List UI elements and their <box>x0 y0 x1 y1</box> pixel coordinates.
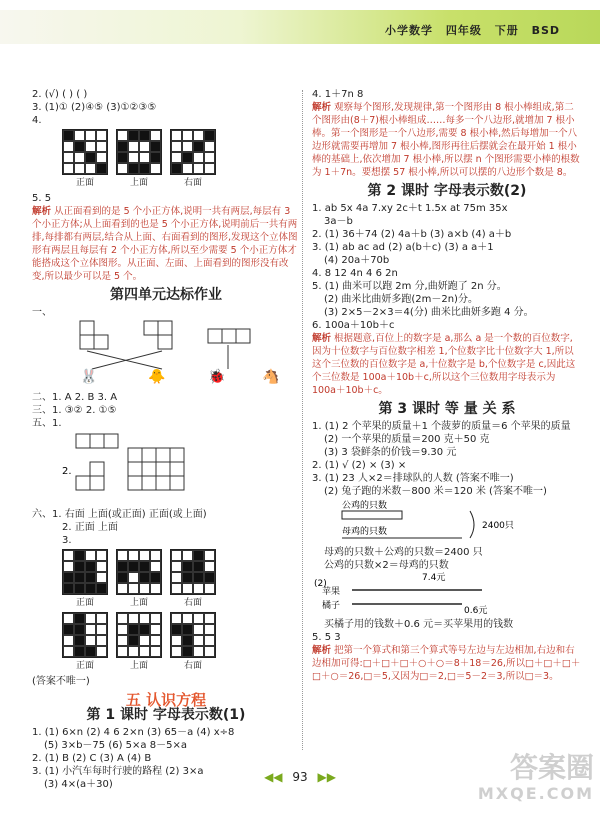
answer-line: (5) 3×b－75 (6) 5×a 8－5×a <box>44 740 187 751</box>
explanation-tag: 解析 <box>312 645 332 656</box>
watermark-line1: 答案圈 <box>509 751 594 784</box>
explanation <box>32 205 300 283</box>
answer-line: 三、1. ③② 2. ①⑤ <box>32 405 117 416</box>
figure-right <box>170 612 216 673</box>
answer-line: 3a－b <box>324 216 353 227</box>
explanation <box>312 644 582 683</box>
page-number: 93 <box>292 770 308 784</box>
answer-line: 5. (1) 曲米可以跑 2m 分,曲妍跑了 2n 分。 <box>312 281 507 292</box>
answer-line: 4. 1＋7n 8 <box>312 89 364 100</box>
explanation-text: 把第一个算式和第三个算式等号左边与左边相加,右边和右边相加可得:□＋□＋□＋○＋○＝8＋18＝26,所以□＋□＋□＋□＋○＝26,□＝5,又因为□＝2,□＝5－2＝3,所以□＝3。 <box>312 645 581 682</box>
ladybug-icon: 🐞 <box>208 369 226 385</box>
answer-line: (2) 一个苹果的质量＝200 克＋50 克 <box>324 434 490 445</box>
answer-line: 6. 100a＋10b＋c <box>312 320 395 331</box>
answer-line: 3. (1) 23 人×2＝排球队的人数 (答案不唯一) <box>312 473 514 484</box>
answer-line: 2. (1) 36＋74 (2) 4a＋b (3) a×b (4) a＋b <box>312 229 512 240</box>
explanation-tag: 解析 <box>312 333 332 344</box>
answer-line: 母鸡的只数＋公鸡的只数＝2400 只 <box>324 547 483 558</box>
answer-line: 公鸡的只数×2＝母鸡的只数 <box>324 560 449 571</box>
diagram-diff: 0.6元 <box>464 606 488 614</box>
answer-line: 买橘子用的钱数＋0.6 元＝买苹果用的钱数 <box>324 619 514 630</box>
explanation <box>312 332 582 397</box>
explanation-text: 从正面看到的是 5 个小正方体,说明一共有两层,每层有 3 个小正方体;从上面看到的也是 5 个小正方体,说明前后一共有两排,每排都有两层,结合从上面、右面看到的图形,发现这个立体图形有两层且每层有 2 个小正方体,所以至少需要 5 个小正方体才能搭成这个立体图形。从正面、左面、上面看到的图形没有改变,所以最少可以是 5 个。 <box>32 206 298 282</box>
view-figures-6b <box>62 612 300 673</box>
segment-diagram-1 <box>312 498 572 542</box>
answer-line: 2. (√) ( ) ( ) <box>32 89 88 100</box>
diagram-label: 苹果 <box>322 587 341 597</box>
unit5-title: 五 认识方程 <box>125 691 207 709</box>
matching-figure <box>32 319 292 387</box>
answer-line: 1. (1) 6×n (2) 4 6 2×n (3) 65－a (4) x÷8 <box>32 727 235 738</box>
figure-caption: 上面 <box>129 661 148 671</box>
answer-line: (3) 4×(a＋30) <box>44 779 113 790</box>
explanation-text: 观察每个图形,发现规律,第一个图形由 8 根小棒组成,第二个图形由(8＋7)根小棒组成……每多一个八边形,就增加 7 根小棒。第一个图形是一个八边形,需要 8 根小棒,然后每增加一个八边形就需要再增加 7 根小棒,图形再往后摆就会在最开始 1 根小棒的基础上,依次增加 7 根小棒,所以摆 n 个图形需要小棒的根数为 1＋7n。要想摆 57 根小棒,所以可以摆的八边形个数是 8。 <box>312 102 580 178</box>
grid-figure <box>116 129 162 175</box>
answer-line: 2. (1) B (2) C (3) A (4) B <box>32 753 152 764</box>
right-column <box>312 88 582 683</box>
header-term: 下册 <box>494 24 519 37</box>
grid-figure <box>170 549 216 595</box>
figure-top <box>116 549 162 610</box>
grid-figure <box>62 549 108 595</box>
header-subject: 小学数学 <box>385 24 434 37</box>
figure-caption: 正面 <box>75 598 94 608</box>
figure-right <box>170 129 216 190</box>
explanation-text: 根据题意,百位上的数字是 a,那么 a 是一个数的百位数字,因为十位数字与百位数字相差 1,个位数字比十位数字大 1,所以这个三位数的百位数字是 a,十位数字是 b,个位数字是 c,因此这个三位数是 100a＋10b＋c,所以这个三位数用字母表示为 100a＋10b＋c。 <box>312 333 576 396</box>
grid-figure <box>62 129 108 175</box>
label-2: 2. <box>62 466 72 477</box>
figure-top <box>116 612 162 673</box>
explanation-tag: 解析 <box>312 102 332 113</box>
unit4-title: 第四单元达标作业 <box>110 287 222 303</box>
answer-line: (4) 20a＋70b <box>324 255 390 266</box>
answer-line: 4. 8 12 4n 4 6 2n <box>312 268 398 279</box>
prev-arrow-icon: ◀◀ <box>264 770 283 784</box>
header <box>0 0 600 44</box>
diagram-total: 2400只 <box>482 521 514 531</box>
figure-caption: 上面 <box>129 178 148 188</box>
figure-caption: 右面 <box>183 661 202 671</box>
view-figures-6 <box>62 549 300 610</box>
answer-line: 1. (1) 2 个苹果的质量＋1 个菠萝的质量＝6 个苹果的质量 <box>312 421 571 432</box>
figure-caption: 右面 <box>183 598 202 608</box>
answer-line: 五、1. <box>32 418 62 429</box>
donkey-icon: 🐴 <box>262 369 280 385</box>
lesson1-title: 第 1 课时 字母表示数(1) <box>86 707 246 723</box>
answer-line: 二、1. A 2. B 3. A <box>32 392 118 403</box>
diagram-label: 公鸡的只数 <box>342 501 388 511</box>
lesson3-title: 第 3 课时 等 量 关 系 <box>378 401 516 417</box>
answer-line: (2) 曲米比曲妍多跑(2m－2n)分。 <box>324 294 478 305</box>
answer-note: (答案不唯一) <box>32 676 90 687</box>
column-divider <box>302 90 303 750</box>
answer-line: 5. 5 <box>32 193 52 204</box>
answer-line: 3. (1) ab ac ad (2) a(b＋c) (3) a a＋1 <box>312 242 494 253</box>
header-edition: BSD <box>531 24 560 37</box>
answer-line: 1. ab 5x 4a 7.xy 2c＋t 1.5x at 75m 35x <box>312 203 508 214</box>
grid-figure <box>116 549 162 595</box>
grid-figure <box>170 612 216 658</box>
answer-line: 2. 正面 上面 <box>62 522 118 533</box>
diagram-label: (2) <box>314 579 327 589</box>
answer-line: 5. 5 3 <box>312 632 341 643</box>
answer-line: (2) 兔子跑的米数－800 米＝120 米 (答案不唯一) <box>324 486 547 497</box>
answer-line: 2. (1) √ (2) × (3) × <box>312 460 407 471</box>
lesson2-title: 第 2 课时 字母表示数(2) <box>367 183 527 199</box>
figure-top <box>116 129 162 190</box>
diagram-price: 7.4元 <box>422 573 446 583</box>
figure-front <box>62 129 108 190</box>
explanation <box>312 101 582 179</box>
figure-caption: 右面 <box>183 178 202 188</box>
rabbit-icon: 🐰 <box>80 369 98 385</box>
next-arrow-icon: ▶▶ <box>317 770 336 784</box>
diagram-label: 母鸡的只数 <box>342 527 388 537</box>
answer-line: 3. (1)① (2)④⑤ (3)①②③⑤ <box>32 102 157 113</box>
figure-front <box>62 549 108 610</box>
diagram-label: 橘子 <box>322 601 341 611</box>
cube-figures <box>32 430 292 504</box>
answer-line: 3. <box>62 535 72 546</box>
watermark-line2: MXQE.COM <box>477 784 594 803</box>
figure-right <box>170 549 216 610</box>
figure-caption: 正面 <box>75 178 94 188</box>
grid-figure <box>62 612 108 658</box>
left-column <box>32 88 300 791</box>
watermark <box>477 751 594 807</box>
header-grade: 四年级 <box>445 24 482 37</box>
explanation-tag: 解析 <box>32 206 52 217</box>
figure-caption: 正面 <box>75 661 94 671</box>
header-info <box>377 22 560 38</box>
view-figures-4 <box>62 129 300 190</box>
grid-figure <box>116 612 162 658</box>
chick-icon: 🐥 <box>148 369 166 385</box>
answer-line: 一、 <box>32 307 52 318</box>
grid-figure <box>170 129 216 175</box>
answer-line: (3) 2×5－2×3＝4(分) 曲米比曲妍多跑 4 分。 <box>324 307 534 318</box>
figure-front <box>62 612 108 673</box>
answer-line: (3) 3 袋鲜条的价钱＝9.30 元 <box>324 447 457 458</box>
segment-diagram-2 <box>312 572 572 614</box>
answer-line: 4. <box>32 115 42 126</box>
figure-caption: 上面 <box>129 598 148 608</box>
answer-line: 3. (1) 小汽车每时行驶的路程 (2) 3×a <box>32 766 204 777</box>
answer-line: 六、1. 右面 上面(或正面) 正面(或上面) <box>32 509 207 520</box>
